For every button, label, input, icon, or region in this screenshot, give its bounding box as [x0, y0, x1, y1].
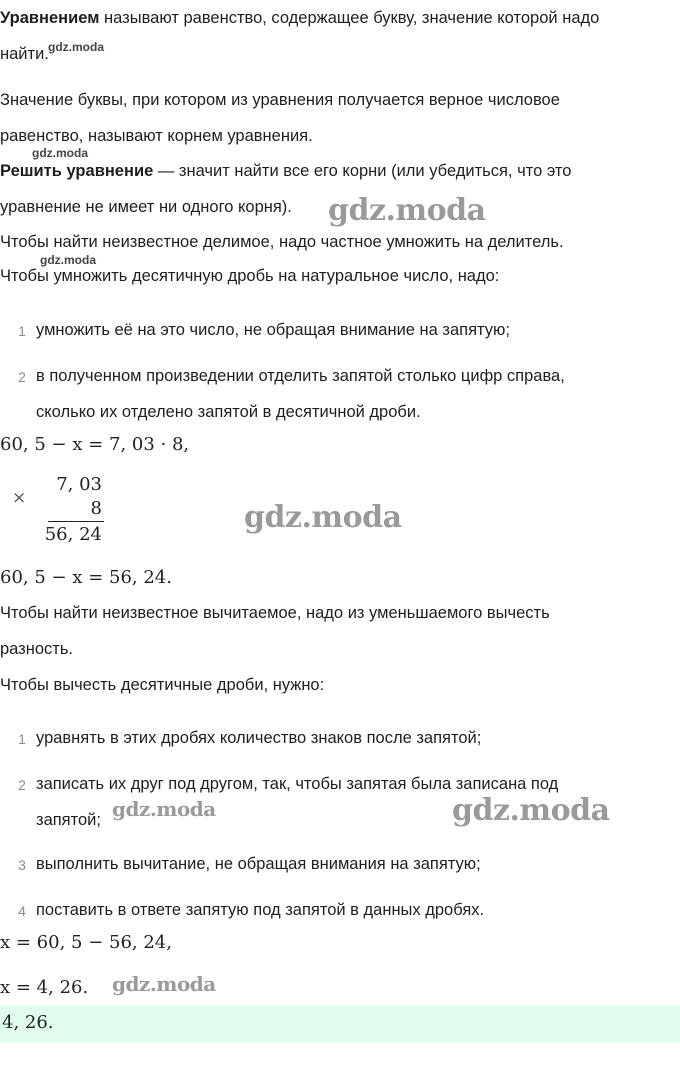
equation-4: x = 4, 26.	[0, 977, 89, 998]
equation-3: x = 60, 5 − 56, 24,	[0, 932, 172, 953]
watermark: gdz.moda	[244, 500, 402, 535]
definition-solve-line2: уравнение не имеет ни одного корня).	[0, 198, 292, 216]
list-number: 2	[18, 777, 26, 793]
list-number: 1	[18, 731, 26, 747]
term-equation: Уравнением	[0, 9, 100, 27]
multiplicand: 7, 03	[56, 474, 102, 495]
list-item: в полученном произведении отделить запятой столько цифр справа,	[36, 367, 565, 385]
multiply-sign: ×	[12, 488, 27, 508]
rule-decimal-subtract: Чтобы вычесть десятичные дроби, нужно:	[0, 676, 325, 694]
list-item-continued: сколько их отделено запятой в десятичной дроби.	[36, 403, 421, 421]
product: 56, 24	[44, 524, 102, 545]
list-item: выполнить вычитание, не обращая внимания на запятую;	[36, 855, 481, 873]
rule-dividend: Чтобы найти неизвестное делимое, надо частное умножить на делитель.	[0, 233, 564, 251]
answer-box	[0, 1006, 680, 1042]
equation-2: 60, 5 − x = 56, 24.	[0, 567, 172, 588]
watermark: gdz.moda	[452, 793, 610, 828]
definition-root-line1: Значение буквы, при котором из уравнения получается верное числовое	[0, 91, 560, 109]
list-item: записать их друг под другом, так, чтобы запятая была записана под	[36, 775, 559, 793]
sum-line	[48, 521, 104, 522]
watermark: gdz.moda	[40, 253, 96, 267]
list-number: 1	[18, 323, 26, 339]
watermark: gdz.moda	[328, 193, 486, 228]
term-solve: Решить уравнение	[0, 162, 154, 180]
definition-equation-line1: Уравнением называют равенство, содержащее букву, значение которой надо	[0, 9, 600, 27]
list-item: уравнять в этих дробях количество знаков после запятой;	[36, 729, 482, 747]
rule-decimal-multiply: Чтобы умножить десятичную дробь на натуральное число, надо:	[0, 267, 500, 285]
watermark: gdz.moda	[32, 146, 88, 160]
watermark: gdz.moda	[112, 797, 216, 821]
column-multiplication	[8, 474, 108, 548]
watermark: gdz.moda	[112, 972, 216, 996]
rule-subtrahend-line1: Чтобы найти неизвестное вычитаемое, надо из уменьшаемого вычесть	[0, 604, 550, 622]
definition-solve-line1: Решить уравнение — значит найти все его корни (или убедиться, что это	[0, 162, 572, 180]
list-item: умножить её на это число, не обращая внимание на запятую;	[36, 321, 510, 339]
list-number: 3	[18, 857, 26, 873]
equation-1: 60, 5 − x = 7, 03 · 8,	[0, 434, 190, 455]
list-item: поставить в ответе запятую под запятой в данных дробях.	[36, 901, 485, 919]
definition-root-line2: равенство, называют корнем уравнения.	[0, 127, 313, 145]
definition-equation-line2: найти.	[0, 45, 49, 63]
rule-subtrahend-line2: разность.	[0, 640, 74, 658]
multiplier: 8	[90, 498, 102, 519]
answer-value: 4, 26.	[2, 1012, 54, 1033]
watermark: gdz.moda	[48, 40, 104, 54]
list-number: 4	[18, 903, 26, 919]
list-number: 2	[18, 369, 26, 385]
list-item-continued: запятой;	[36, 811, 101, 829]
